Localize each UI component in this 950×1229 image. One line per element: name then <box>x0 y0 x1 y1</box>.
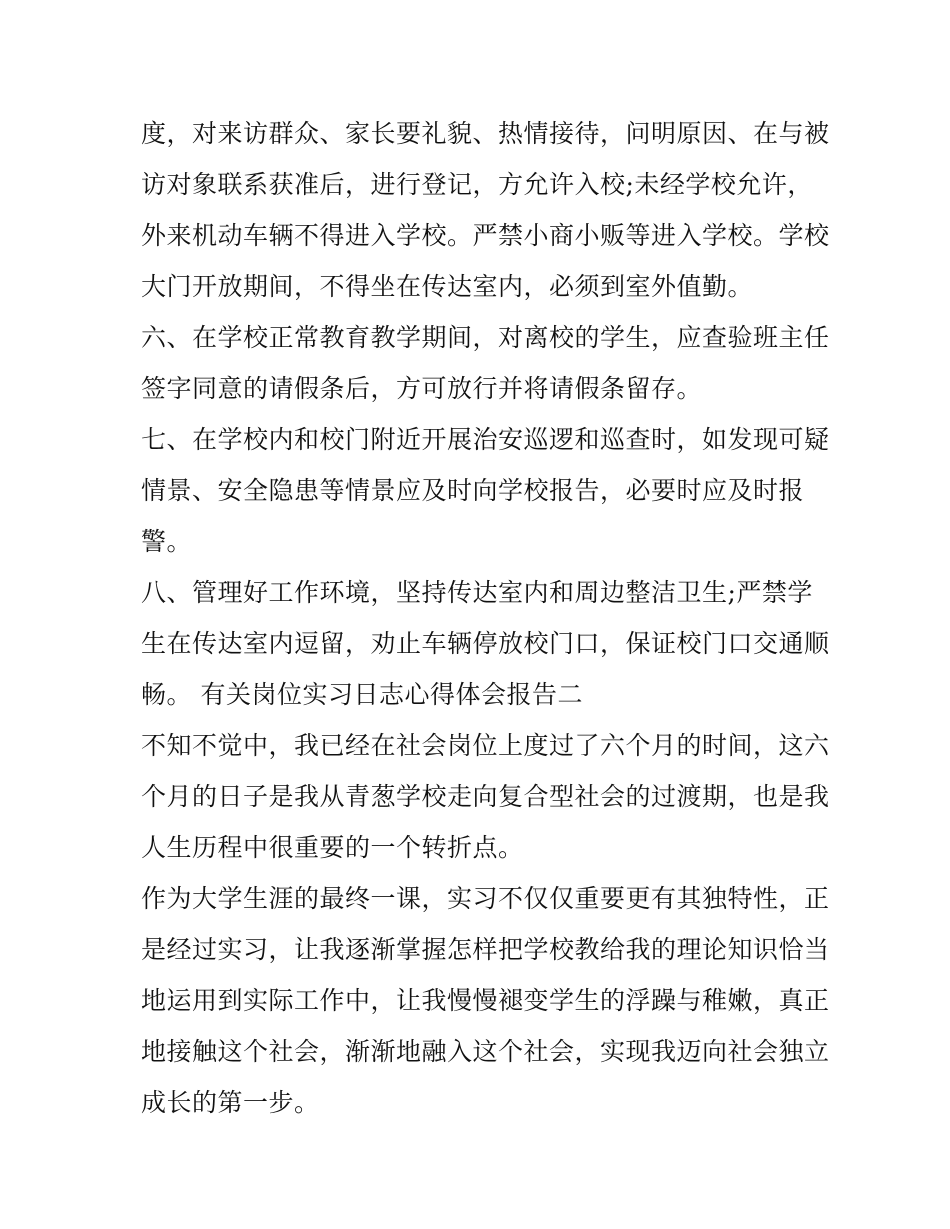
text-line: 作为大学生涯的最终一课，实习不仅仅重要更有其独特性，正 <box>141 884 830 913</box>
text-line: 成长的第一步。 <box>141 1088 320 1117</box>
text-line: 度，对来访群众、家长要礼貌、热情接待，问明原因、在与被 <box>141 119 830 148</box>
document-body <box>141 108 830 1128</box>
section-heading-line: 畅。 有关岗位实习日志心得体会报告二 <box>141 680 583 709</box>
text-line: 警。 <box>141 527 193 556</box>
text-line: 地接触这个社会，渐渐地融入这个社会，实现我迈向社会独立 <box>141 1037 830 1066</box>
text-line: 七、在学校内和校门附近开展治安巡逻和巡查时，如发现可疑 <box>141 425 830 454</box>
text-line: 个月的日子是我从青葱学校走向复合型社会的过渡期，也是我 <box>141 782 830 811</box>
text-line: 大门开放期间，不得坐在传达室内，必须到室外值勤。 <box>141 272 754 301</box>
text-line: 情景、安全隐患等情景应及时向学校报告，必要时应及时报 <box>141 476 805 505</box>
text-line: 地运用到实际工作中，让我慢慢褪变学生的浮躁与稚嫩，真正 <box>141 986 830 1015</box>
text-line: 人生历程中很重要的一个转折点。 <box>141 833 524 862</box>
text-line: 不知不觉中，我已经在社会岗位上度过了六个月的时间，这六 <box>141 731 830 760</box>
text-line: 外来机动车辆不得进入学校。严禁小商小贩等进入学校。学校 <box>141 221 830 250</box>
text-line: 生在传达室内逗留，劝止车辆停放校门口，保证校门口交通顺 <box>141 629 830 658</box>
text-line: 八、管理好工作环境，坚持传达室内和周边整洁卫生;严禁学 <box>141 578 813 607</box>
text-line: 签字同意的请假条后，方可放行并将请假条留存。 <box>141 374 703 403</box>
text-line: 访对象联系获准后，进行登记，方允许入校;未经学校允许， <box>141 170 813 199</box>
text-line: 是经过实习，让我逐渐掌握怎样把学校教给我的理论知识恰当 <box>141 935 830 964</box>
text-line: 六、在学校正常教育教学期间，对离校的学生，应查验班主任 <box>141 323 830 352</box>
